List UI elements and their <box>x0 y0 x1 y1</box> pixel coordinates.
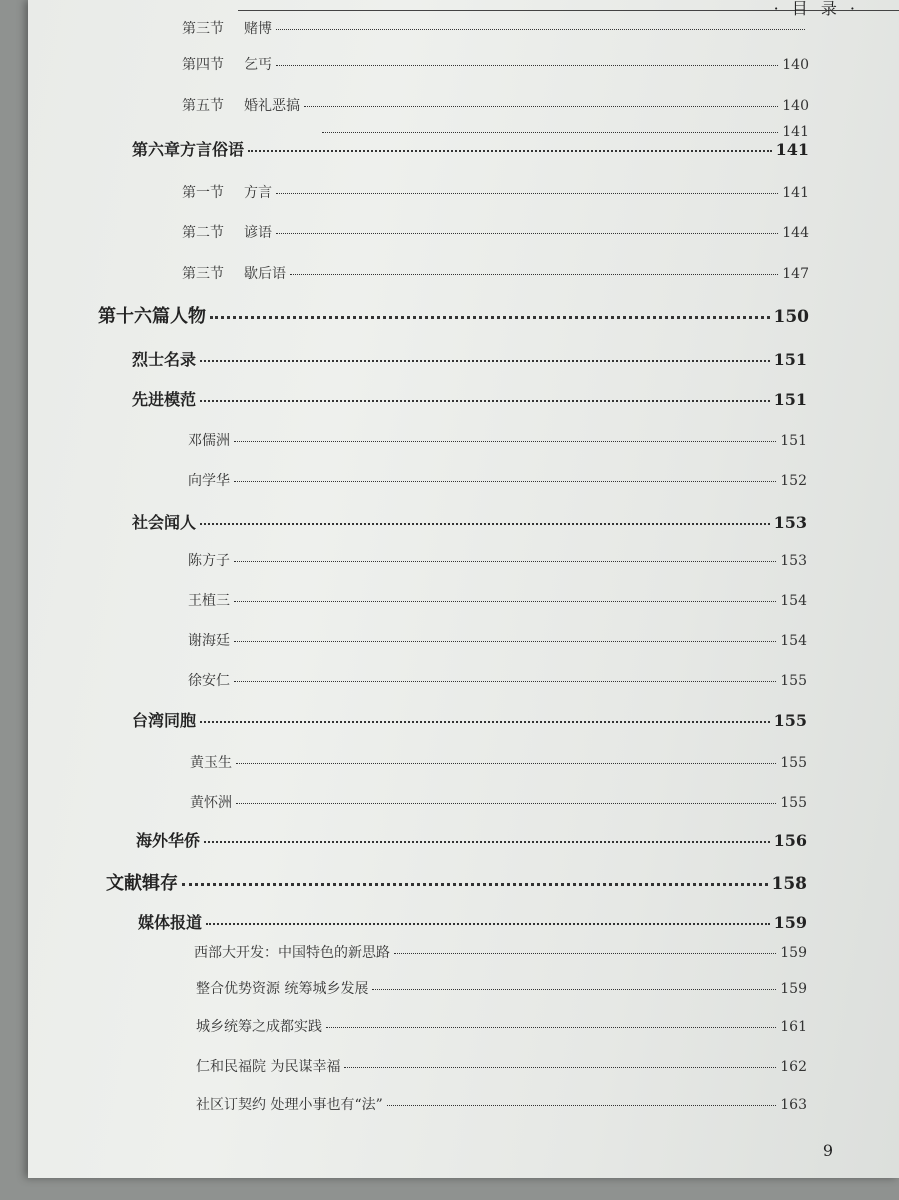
dot-leader <box>234 441 776 442</box>
entry-page: 161 <box>780 1019 807 1035</box>
toc-entry[interactable] <box>196 1056 807 1076</box>
entry-page: 151 <box>780 433 807 449</box>
dot-leader <box>200 400 770 402</box>
entry-page: 141 <box>782 124 809 140</box>
dot-leader <box>248 150 772 152</box>
dot-leader <box>200 721 770 723</box>
chapter-title: 先进模范 <box>132 390 197 409</box>
dot-leader <box>204 841 770 843</box>
chapter-page: 141 <box>775 140 809 159</box>
entry-page: 155 <box>780 755 807 771</box>
entry-title: 社区订契约 处理小事也有“法” <box>196 1097 383 1113</box>
entry-label: 第三节 <box>182 266 224 282</box>
entry-title: 婚礼恶搞 <box>244 98 300 114</box>
part-title: 人物 <box>170 306 206 327</box>
entry-page: 153 <box>780 553 807 569</box>
entry-page: 155 <box>780 795 807 811</box>
entry-label: 第三节 <box>182 21 224 37</box>
toc-entry[interactable] <box>188 470 807 490</box>
toc-entry[interactable] <box>182 18 809 38</box>
running-head: · 目 录 · <box>773 0 859 18</box>
dot-leader <box>276 193 778 194</box>
chapter-title: 台湾同胞 <box>132 711 197 730</box>
entry-label: 第四节 <box>182 57 224 73</box>
toc-chapter[interactable] <box>138 910 807 933</box>
dot-leader <box>206 923 770 925</box>
toc-entry[interactable] <box>182 95 809 115</box>
entry-title: 黄玉生 <box>190 755 232 771</box>
entry-label: 第一节 <box>182 185 224 201</box>
part-label: 第十六篇 <box>98 306 170 327</box>
toc-chapter[interactable] <box>132 137 809 160</box>
entry-title: 赌博 <box>244 21 272 37</box>
toc-entry[interactable] <box>182 222 809 242</box>
dot-leader <box>276 65 778 66</box>
entry-title: 黄怀洲 <box>190 795 232 811</box>
dot-leader <box>236 803 776 804</box>
chapter-page: 159 <box>773 913 807 932</box>
toc-entry[interactable] <box>194 942 807 962</box>
dot-leader <box>234 641 776 642</box>
entry-title: 王植三 <box>188 593 230 609</box>
entry-page: 159 <box>780 945 807 961</box>
chapter-page: 151 <box>773 390 807 409</box>
entry-title: 西部大开发：中国特色的新思路 <box>194 945 390 961</box>
entry-title: 乞丐 <box>244 57 272 73</box>
toc-entry[interactable] <box>196 1094 807 1114</box>
entry-title: 谚语 <box>244 225 272 241</box>
entry-page: 162 <box>780 1059 807 1075</box>
dot-leader <box>182 883 768 886</box>
toc-chapter[interactable] <box>132 708 807 731</box>
entry-title: 陈方子 <box>188 553 230 569</box>
chapter-title: 社会闻人 <box>132 513 197 532</box>
entry-title: 歇后语 <box>244 266 286 282</box>
dot-leader <box>394 953 776 954</box>
toc-entry[interactable] <box>196 1016 807 1036</box>
entry-title: 谢海廷 <box>188 633 230 649</box>
dot-leader <box>234 561 776 562</box>
dot-leader <box>200 360 770 362</box>
toc-entry[interactable] <box>196 978 807 998</box>
dot-leader <box>387 1105 777 1106</box>
toc-entry[interactable] <box>188 550 807 570</box>
entry-page: 152 <box>780 473 807 489</box>
chapter-title: 海外华侨 <box>136 831 201 850</box>
entry-page: 154 <box>780 593 807 609</box>
toc-entry[interactable] <box>182 182 809 202</box>
entry-title: 仁和民福院 为民谋幸福 <box>196 1059 341 1075</box>
page-number: 9 <box>822 1141 833 1160</box>
toc-chapter[interactable] <box>136 828 807 851</box>
entry-page: 140 <box>782 98 809 114</box>
entry-page: 159 <box>780 981 807 997</box>
entry-title: 徐安仁 <box>188 673 230 689</box>
part-page: 150 <box>773 307 809 327</box>
dot-leader <box>236 763 776 764</box>
entry-page: 147 <box>782 266 809 282</box>
toc-part[interactable] <box>106 869 807 895</box>
toc-entry[interactable] <box>190 792 807 812</box>
dot-leader <box>234 481 776 482</box>
chapter-title: 媒体报道 <box>138 913 203 932</box>
toc-entry[interactable] <box>182 263 809 283</box>
dot-leader <box>304 106 778 107</box>
chapter-page: 151 <box>773 350 807 369</box>
dot-leader <box>276 29 805 30</box>
toc-entry[interactable] <box>190 752 807 772</box>
dot-leader <box>210 316 770 319</box>
dot-leader <box>344 1067 776 1068</box>
part-page: 158 <box>771 874 807 894</box>
toc-entry[interactable] <box>188 430 807 450</box>
toc-entry[interactable] <box>188 630 807 650</box>
toc-chapter[interactable] <box>132 510 807 533</box>
entry-page: 140 <box>782 57 809 73</box>
entry-title: 整合优势资源 统筹城乡发展 <box>196 981 369 997</box>
toc-entry[interactable] <box>188 670 807 690</box>
book-page <box>28 0 899 1178</box>
toc-chapter[interactable] <box>132 347 807 370</box>
entry-page: 141 <box>782 185 809 201</box>
dot-leader <box>276 233 778 234</box>
dot-leader <box>234 601 776 602</box>
entry-page: 155 <box>780 673 807 689</box>
dot-leader <box>290 274 778 275</box>
toc-part[interactable] <box>98 302 809 328</box>
entry-title: 城乡统筹之成都实践 <box>196 1019 322 1035</box>
chapter-label: 第六章 <box>132 140 181 159</box>
entry-page: 163 <box>780 1097 807 1113</box>
chapter-title: 烈士名录 <box>132 350 197 369</box>
part-title: 文献辑存 <box>106 873 178 894</box>
entry-page: 144 <box>782 225 809 241</box>
entry-label: 第五节 <box>182 98 224 114</box>
chapter-page: 156 <box>773 831 807 850</box>
dot-leader <box>200 523 770 525</box>
entry-page: 154 <box>780 633 807 649</box>
dot-leader <box>326 1027 776 1028</box>
chapter-page: 153 <box>773 513 807 532</box>
toc-entry[interactable] <box>182 54 809 74</box>
chapter-title: 方言俗语 <box>180 140 245 159</box>
dot-leader <box>322 132 778 133</box>
toc-entry[interactable] <box>188 590 807 610</box>
chapter-page: 155 <box>773 711 807 730</box>
entry-title: 向学华 <box>188 473 230 489</box>
entry-title: 邓儒洲 <box>188 433 230 449</box>
entry-label: 第二节 <box>182 225 224 241</box>
entry-title: 方言 <box>244 185 272 201</box>
dot-leader <box>372 989 776 990</box>
toc-chapter[interactable] <box>132 387 807 410</box>
dot-leader <box>234 681 776 682</box>
